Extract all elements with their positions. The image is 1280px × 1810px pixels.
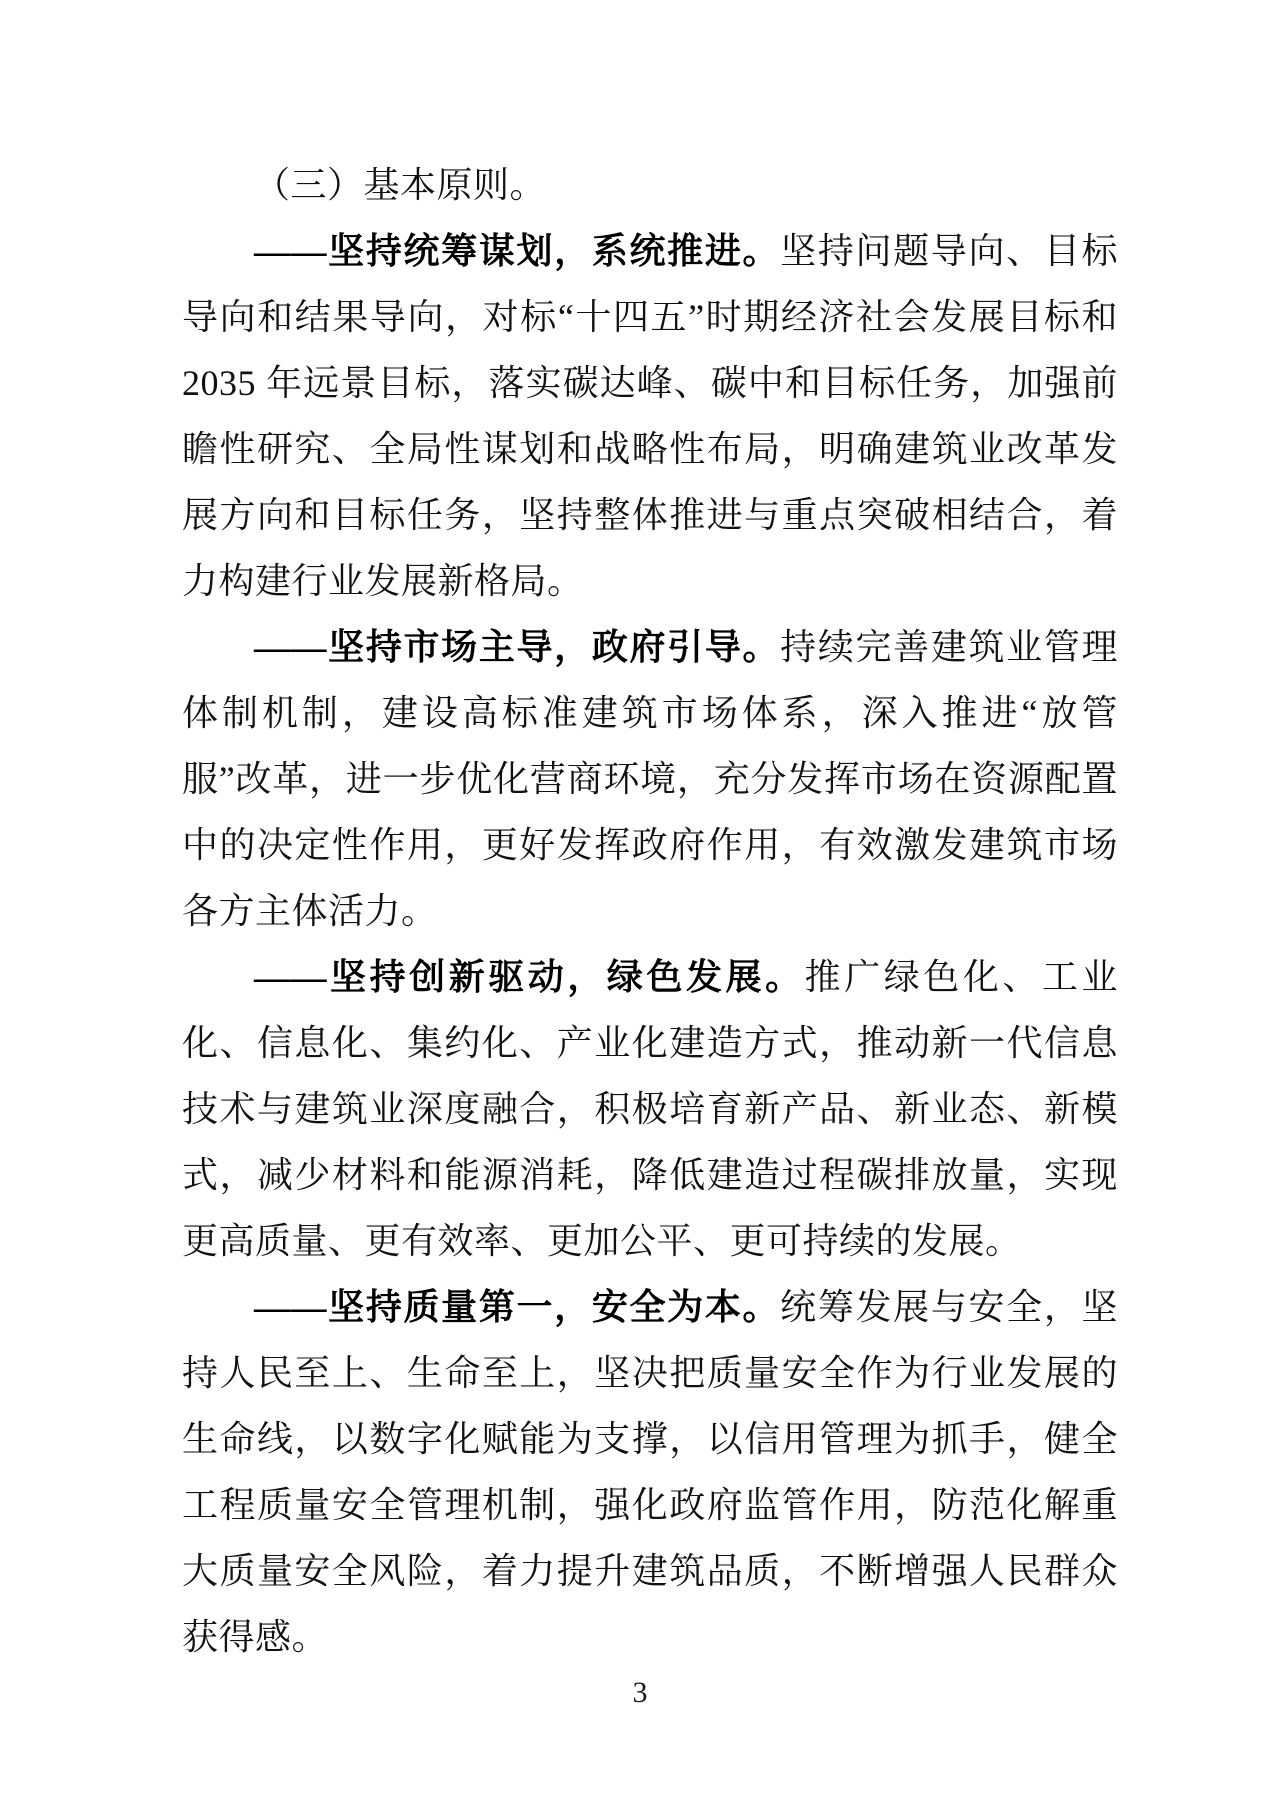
paragraph-body: 持续完善建筑业管理体制机制，建设高标准建筑市场体系，深入推进“放管服”改革，进一步优化营商环境，充分发挥市场在资源配置中的决定性作用，更好发挥政府作用，有效激发建筑市场各方主体活力。 xyxy=(182,627,1118,931)
paragraphs xyxy=(182,218,1118,1670)
document-body xyxy=(182,152,1118,1670)
policy-paragraph xyxy=(182,614,1118,944)
paragraph-body: 推广绿色化、工业化、信息化、集约化、产业化建造方式，推动新一代信息技术与建筑业深度融合，积极培育新产品、新业态、新模式，减少材料和能源消耗，降低建造过程碳排放量，实现更高质量、更有效率、更加公平、更可持续的发展。 xyxy=(182,957,1118,1261)
paragraph-body: 统筹发展与安全，坚持人民至上、生命至上，坚决把质量安全作为行业发展的生命线，以数字化赋能为支撑，以信用管理为抓手，健全工程质量安全管理机制，强化政府监管作用，防范化解重大质量安全风险，着力提升建筑品质，不断增强人民群众获得感。 xyxy=(182,1287,1118,1657)
policy-paragraph xyxy=(182,1274,1118,1670)
paragraph-lead: ——坚持质量第一，安全为本。 xyxy=(254,1287,781,1327)
paragraph-lead: ——坚持创新驱动，绿色发展。 xyxy=(254,957,805,997)
paragraph-lead: ——坚持市场主导，政府引导。 xyxy=(254,627,781,667)
section-heading: （三）基本原则。 xyxy=(254,165,547,205)
page-number: 3 xyxy=(632,1676,648,1709)
policy-paragraph xyxy=(182,218,1118,614)
policy-paragraph xyxy=(182,944,1118,1274)
paragraph-body: 坚持问题导向、目标导向和结果导向，对标“十四五”时期经济社会发展目标和 2035 年远景目标，落实碳达峰、碳中和目标任务，加强前瞻性研究、全局性谋划和战略性布局，明确建筑业改革发展方向和目标任务，坚持整体推进与重点突破相结合，着力构建行业发展新格局。 xyxy=(182,231,1118,601)
paragraph-lead: ——坚持统筹谋划，系统推进。 xyxy=(254,231,781,271)
